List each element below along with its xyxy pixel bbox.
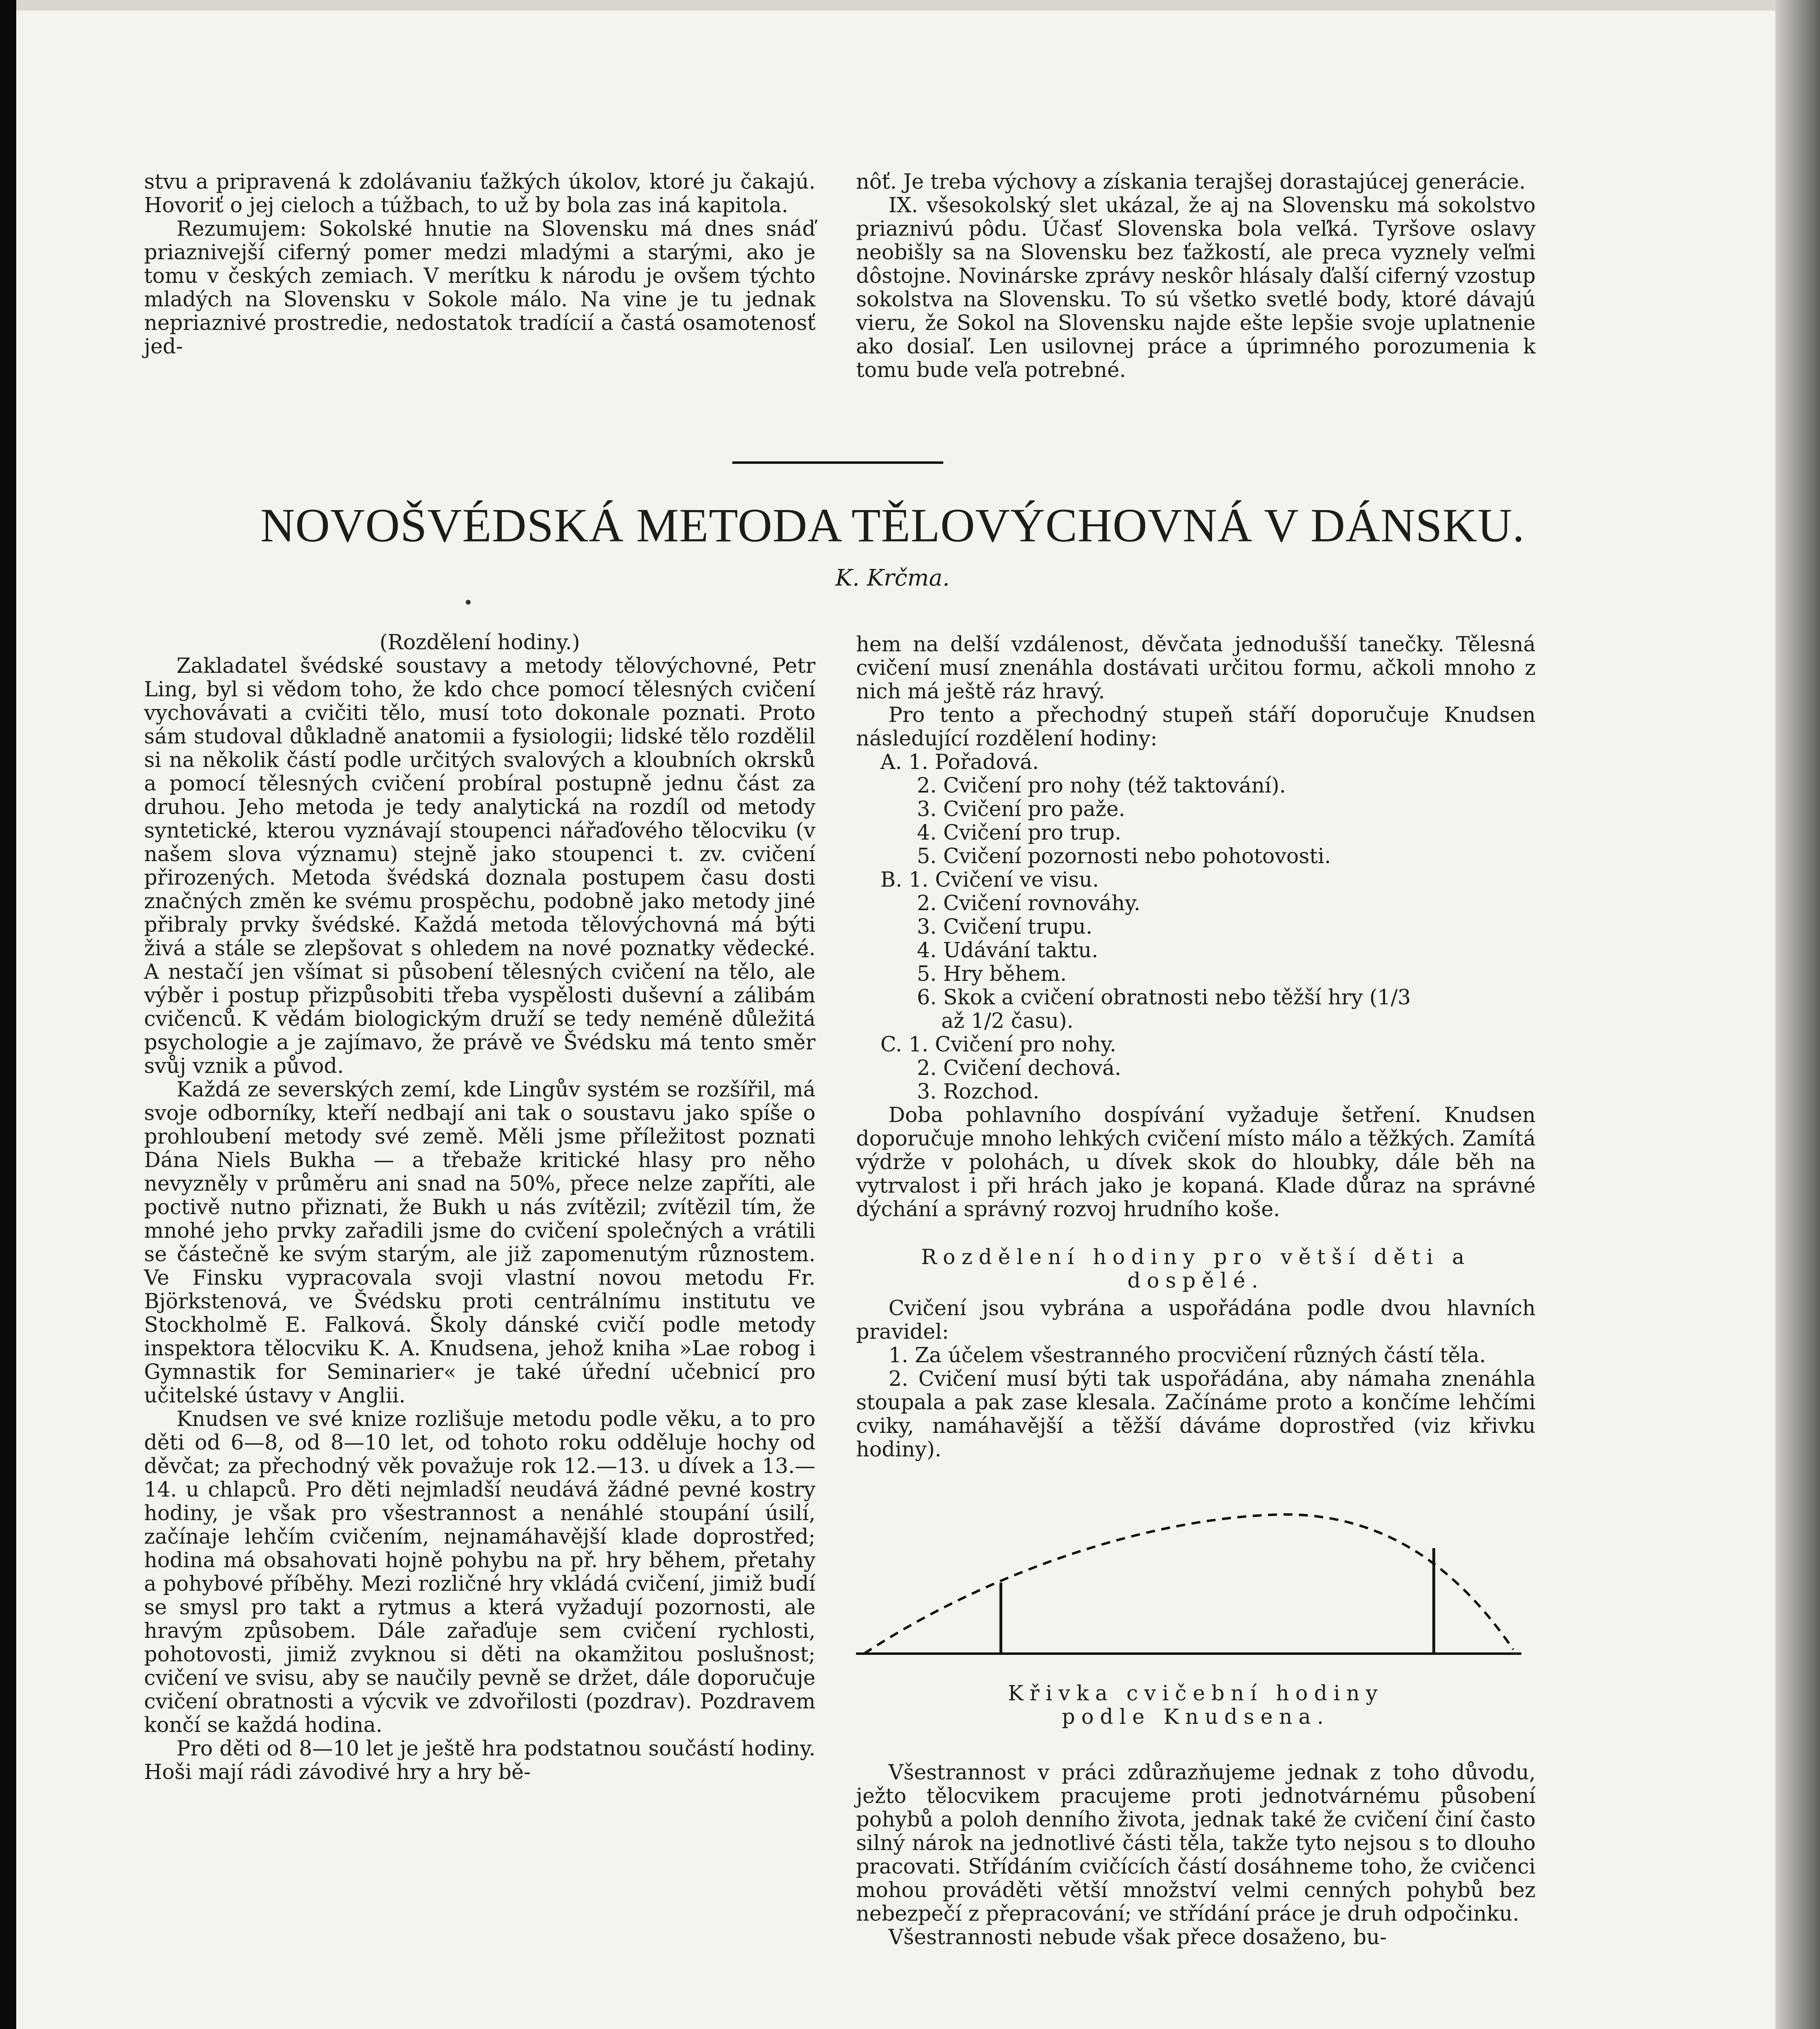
article-author: K. Krčma.: [835, 565, 950, 591]
left-para-3: Knudsen ve své knize rozlišuje metodu podle věku, a to pro děti od 6—8, od 8—10 let, od tohoto roku odděluje hochy od děvčat; za přechodný věk považuje rok 12.—13. u dívek a 13.—14. u chlapců. Pro děti nejmladší neudává žádné pevné kostry hodiny, je však pro všestrannost a nenáhlé stoupání úsilí, začínaje lehčím cvičením, nejnamáhavější klade doprostřed; hodina má obsahovati hojně pohybu na př. hry během, přetahy a pohybové příběhy. Mezi rozličné hry vkládá cvičení, jimiž budí se smysl pro takt a rytmus a která vyžadují pozornosti, ale hravým způsobem. Dále zařaďuje sem cvičení rychlosti, pohotovosti, jimiž zvyknou si děti na okamžitou poslušnost; cvičení ve svisu, aby se naučily pevně se držet, dále doporučuje cvičení obratnosti a výcvik ve zdvořilosti (pozdrav). Pozdravem končí se každá hodina.: [144, 1407, 815, 1737]
article-subtitle: (Rozdělení hodiny.): [379, 631, 580, 655]
intensity-curve: [864, 1514, 1513, 1654]
right-para-1: hem na delší vzdálenost, děvčata jednodušší tanečky. Tělesná cvičení musí znenáhla dostávati určitou formu, ačkoli mnoho z nich má ještě ráz hravý.: [856, 633, 1536, 704]
list-item: 4. Udávání taktu.: [917, 939, 1098, 963]
right-para-4: Cvičení jsou vybrána a uspořádána podle dvou hlavních pravidel:: [856, 1297, 1536, 1344]
scan-speck: [466, 600, 471, 605]
list-item: až 1/2 času).: [941, 1009, 1073, 1033]
scan-top-edge: [0, 0, 1820, 11]
list-item: 3. Rozchod.: [917, 1080, 1039, 1104]
list-item: 6. Skok a cvičení obratnosti nebo těžší hry (1/3: [917, 986, 1411, 1010]
list-item: 2. Cvičení dechová.: [917, 1056, 1121, 1080]
list-item: 5. Cvičení pozornosti nebo pohotovosti.: [917, 844, 1331, 868]
right-para-5: 1. Za účelem všestranného procvičení různých částí těla.: [888, 1344, 1486, 1368]
list-item: 2. Cvičení rovnováhy.: [917, 892, 1140, 915]
article-left-column: [144, 631, 815, 1784]
left-para-4: Pro děti od 8—10 let je ještě hra podstatnou součástí hodiny. Hoši mají rádi závodivé hry a hry bě-: [144, 1737, 815, 1784]
left-para-1: Zakladatel švédské soustavy a metody tělovýchovné, Petr Ling, byl si vědom toho, že kdo chce pomocí tělesných cvičení vychovávati a cvičiti tělo, musí toto dokonale poznati. Proto sám studoval důkladně anatomii a fysiologii; lidské tělo rozdělil si na několik částí podle určitých svalových a kloubních okrsků a pomocí tělesných cvičení probíral postupně jednu část za druhou. Jeho metoda je tedy analytická na rozdíl od metody syntetické, kterou vyznávají stoupenci nářaďového tělocviku (v našem slova významu) stejně jako stoupenci t. zv. cvičení přirozených. Metoda švédská doznala postupem času dosti značných změn ke svému prospěchu, podobně jako metody jiné přibraly prvky švédské. Každá metoda tělovýchovná má býti živá a stále se zlepšovat s ohledem na nové poznatky vědecké. A nestačí jen všímat si působení tělesných cvičení na tělo, ale výběr i postup přizpůsobiti třeba vyspělosti duševní a zálibám cvičenců. K vědám biologickým druží se tedy neméně důležitá psychologie a je zajímavo, že právě ve Švédsku má tento směr svůj vznik a původ.: [144, 654, 815, 1078]
top-right-para-1: nôť. Je treba výchovy a získania terajšej dorastajúcej generácie.: [856, 170, 1526, 194]
list-item: 5. Hry během.: [917, 962, 1067, 986]
article-right-column: [856, 633, 1536, 1462]
top-left-column: [144, 170, 815, 359]
right-para-2: Pro tento a přechodný stupeň stáří doporučuje Knudsen následující rozdělení hodiny:: [856, 703, 1536, 751]
right-para-3: Doba pohlavního dospívání vyžaduje šetření. Knudsen doporučuje mnoho lehkých cvičení místo málo a těžkých. Zamítá výdrže v polohách, u dívek skok do hloubky, dále běh na vytrvalost i při hrách jako je kopaná. Klade důraz na správné dýchání a správný rozvoj hrudního koše.: [856, 1103, 1536, 1221]
scan-left-border: [0, 0, 16, 2029]
list-item: 3. Cvičení trupu.: [917, 915, 1093, 939]
section-divider: [732, 461, 943, 464]
lesson-outline-list: [856, 751, 1536, 1104]
diagram-caption-block: [856, 1682, 1536, 1729]
list-item: 3. Cvičení pro paže.: [917, 797, 1125, 821]
article-title: NOVOŠVÉDSKÁ METODA TĚLOVÝCHOVNÁ V DÁNSKU.: [260, 499, 1525, 552]
list-item: 2. Cvičení pro nohy (též taktování).: [917, 774, 1286, 798]
list-item: 4. Cvičení pro trup.: [917, 821, 1121, 845]
right-para-7: Všestrannost v práci zdůrazňujeme jednak z toho důvodu, ježto tělocvikem pracujeme proti jednotvárnému působení pohybů a poloh denního života, jednak také že cvičení činí často silný nárok na jednotlivé části těla, takže tyto nejsou s to dlouho pracovati. Střídáním cvičících částí dosáhneme toho, že cvičenci mohou prováděti větší množství velmi cenných pohybů bez nebezpečí z přepracování; ve střídání práce je druh odpočinku.: [856, 1761, 1536, 1926]
scan-right-border: [1775, 0, 1820, 2029]
right-para-6: 2. Cvičení musí býti tak uspořádána, aby námaha znenáhla stoupala a pak zase klesala. Začínáme proto a končíme lehčími cviky, namáhavější a těžší dáváme doprostřed (viz křivku hodiny).: [856, 1367, 1536, 1462]
right-para-8: Všestrannosti nebude však přece dosaženo, bu-: [888, 1926, 1387, 1949]
top-right-column: [856, 170, 1536, 382]
lesson-curve-diagram: [856, 1501, 1525, 1680]
top-left-para-2: Rezumujem: Sokolské hnutie na Slovensku má dnes snáď priaznivejší ciferný pomer medzi mladými a starými, ako je tomu v českých zemiach. V merítku k národu je ovšem týchto mladých na Slovensku v Sokole málo. Na vine je tu jednak nepriaznivé prostredie, nedostatok tradícií a častá osamotenosť jed-: [144, 217, 815, 359]
diagram-caption: Křivka cvičební hodiny podle Knudsena.: [1008, 1682, 1384, 1729]
list-item: B. 1. Cvičení ve visu.: [880, 868, 1099, 892]
list-item: C. 1. Cvičení pro nohy.: [880, 1033, 1117, 1057]
list-item: A. 1. Pořadová.: [880, 750, 1039, 774]
section-heading: Rozdělení hodiny pro větší děti a dospělé.: [921, 1245, 1471, 1293]
top-left-para-1: stvu a pripravená k zdolávaniu ťažkých úkolov, ktoré ju čakajú. Hovoriť o jej cieloch a túžbach, to už by bola zas iná kapitola.: [144, 170, 815, 218]
left-para-2: Každá ze severských zemí, kde Lingův systém se rozšířil, má svoje odborníky, kteří nedbají ani tak o soustavu jako spíše o prohloubení metody své země. Měli jsme příležitost poznati Dána Niels Bukha — a třebaže kritické hlasy pro něho nevyzněly v průměru ani snad na 50%, přece nelze zapříti, ale poctivě nutno přiznati, že Bukh u nás zvítězil; zvítězil tím, že mnohé jeho prvky zařadili jsme do cvičení společných a vrátili se částečně ke svým starým, ale již zapomenutým různostem. Ve Finsku vypracovala svoji vlastní novou metodu Fr. Björkstenová, ve Švédsku proti centrálnímu institutu ve Stockholmě E. Falková. Školy dánské cvičí podle metody inspektora tělocviku K. A. Knudsena, jehož kniha »Lae robog i Gymnastik for Seminarier« je také úřední učebnicí pro učitelské ústavy v Anglii.: [144, 1078, 815, 1408]
top-right-para-2: IX. všesokolský slet ukázal, že aj na Slovensku má sokolstvo priaznivú pôdu. Účasť Slovenska bola veľká. Tyršove oslavy neobišly sa na Slovensku bez ťažkostí, ale preca vyznely veľmi dôstojne. Novinárske zprávy neskôr hlásaly ďalší ciferný vzostup sokolstva na Slovensku. To sú všetko svetlé body, ktoré dávajú vieru, že Sokol na Slovensku najde ešte lepšie svoje uplatnenie ako dosiaľ. Len usilovnej práce a úprimného porozumenia k tomu bude veľa potrebné.: [856, 194, 1536, 382]
article-right-column-bottom: [856, 1761, 1536, 1949]
